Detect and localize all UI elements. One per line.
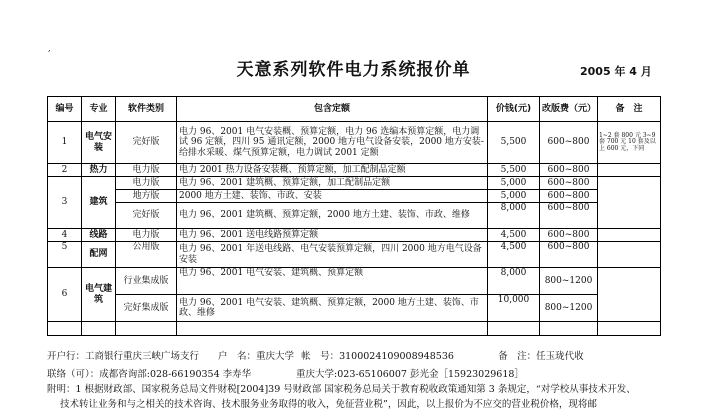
cell-no: 4 <box>48 229 82 242</box>
contact-chengdu: 联络（可）：成都咨询部:028-66190354 李寿华 <box>47 369 252 380</box>
cell-major: 电气建筑 <box>82 268 116 322</box>
cell-content: 电力 96、2001 建筑概、预算定额，2000 地方土建、装饰、市政、维修 <box>177 203 488 229</box>
cell-note-empty <box>598 268 661 322</box>
cell-upgrade: 600~800 <box>540 164 598 177</box>
account-number: 帐 号：3100024109008948536 <box>301 351 454 362</box>
cell-upgrade: 600~800 <box>540 242 598 268</box>
cell-empty <box>488 322 540 336</box>
table-row <box>48 164 661 177</box>
cell-no: 5 <box>48 242 82 268</box>
cell-upgrade: 600~800 <box>540 229 598 242</box>
cell-content: 电力 96、2001 电气安装、建筑概、预算定额，2000 地方土建、装饰、市政、维修 <box>177 295 488 322</box>
cell-category: 行业集成版 <box>116 268 177 295</box>
document-date: 2005 年 4 月 <box>580 65 652 78</box>
cell-empty <box>116 322 177 336</box>
cell-category: 完好版 <box>116 122 177 164</box>
cell-category: 电力版 <box>116 164 177 177</box>
cell-content: 电力 96、2001 建筑概、预算定额，加工配制品定额 <box>177 177 488 190</box>
account-holder: 户 名：重庆大学 <box>218 351 295 362</box>
cell-empty <box>48 322 82 336</box>
table-header-row <box>48 97 661 122</box>
cell-category: 电力版 <box>116 229 177 242</box>
cell-category: 公用版 <box>116 242 177 268</box>
table-row <box>48 229 661 242</box>
note-line-1: 附明：1 根据财政部、国家税务总局文件财税[2004]39 号财政部 国家税务总局关于教育税收政策通知第 3 条规定，“对学校从事技术开发、 <box>47 384 636 395</box>
cell-category: 电力版 <box>116 177 177 190</box>
cell-content: 电力 96、2001 年送电线路、电气安装预算定额，四川 2000 地方电气设备安装 <box>177 242 488 268</box>
cell-upgrade: 800~1200 <box>540 268 598 295</box>
cell-price: 4,500 <box>488 229 540 242</box>
cell-no: 1 <box>48 122 82 164</box>
cell-price: 5,500 <box>488 122 540 164</box>
cell-empty <box>177 322 488 336</box>
header-no: 编号 <box>48 97 82 122</box>
cell-no: 3 <box>48 177 82 229</box>
contact-chongqing: 重庆大学:023-65106007 彭光金［15923029618］ <box>296 369 524 380</box>
header-category: 软件类别 <box>116 97 177 122</box>
cell-content: 电力 96、2001 送电线路预算定额 <box>177 229 488 242</box>
document-title: 天意系列软件电力系统报价单 <box>236 60 471 80</box>
cell-price: 5,500 <box>488 164 540 177</box>
cell-price: 8,000 <box>488 203 540 229</box>
table-row <box>48 122 661 164</box>
contact-line <box>47 366 524 380</box>
cell-upgrade: 600~800 <box>540 190 598 203</box>
cell-price: 8,000 <box>488 268 540 295</box>
cell-content: 电力 2001 热力设备安装概、预算定额，加工配制品定额 <box>177 164 488 177</box>
cell-note-empty <box>598 164 661 177</box>
header-major: 专业 <box>82 97 116 122</box>
cell-empty <box>82 322 116 336</box>
cell-no: 6 <box>48 268 82 322</box>
table-row <box>48 190 661 203</box>
payment-note: 备 注：任玉珑代收 <box>498 351 584 362</box>
cell-category: 完好版 <box>116 203 177 229</box>
table-row <box>48 177 661 190</box>
table-row-empty <box>48 322 661 336</box>
cell-empty <box>598 322 661 336</box>
price-table <box>47 96 661 336</box>
cell-major: 配网 <box>82 242 116 268</box>
header-content: 包含定额 <box>177 97 488 122</box>
header-note: 备 注 <box>598 97 661 122</box>
cell-price: 10,000 <box>488 295 540 322</box>
cell-upgrade: 600~800 <box>540 122 598 164</box>
cell-category: 地方版 <box>116 190 177 203</box>
cell-major: 线路 <box>82 229 116 242</box>
cell-no: 2 <box>48 164 82 177</box>
cell-content: 电力 96、2001 电气安装概、预算定额，电力 96 选编本预算定额，电力调试 96 定额，四川 95 通讯定额，2000 地方电气设备安装，2000 地方安装-给排水采暖、煤气预算定额，电力调试 2001 定额 <box>177 122 488 164</box>
cell-major: 建筑 <box>82 177 116 229</box>
stray-mark: , <box>48 44 51 53</box>
cell-price: 5,000 <box>488 190 540 203</box>
cell-upgrade: 800~1200 <box>540 295 598 322</box>
table-row <box>48 242 661 268</box>
cell-category: 完好集成版 <box>116 295 177 322</box>
cell-price: 4,500 <box>488 242 540 268</box>
bank-name: 开户行：工商银行重庆三峡广场支行 <box>47 351 200 362</box>
cell-note-empty <box>598 229 661 242</box>
table-row <box>48 203 661 229</box>
bank-info-line <box>47 348 584 362</box>
cell-price: 5,000 <box>488 177 540 190</box>
cell-note: 1~2 套 800 元 3~9 套 700 元 10 套及以上 600 元，下同 <box>598 122 661 164</box>
cell-empty <box>540 322 598 336</box>
cell-upgrade: 600~800 <box>540 177 598 190</box>
header-price: 价钱(元) <box>488 97 540 122</box>
cell-content: 电力 96、2001 电气安装、建筑概、预算定额 <box>177 268 488 295</box>
cell-upgrade: 600~800 <box>540 203 598 229</box>
cell-major: 电气安装 <box>82 122 116 164</box>
cell-note-empty <box>598 177 661 229</box>
cell-major: 热力 <box>82 164 116 177</box>
table-row <box>48 268 661 295</box>
header-upgrade: 改版费（元） <box>540 97 598 122</box>
cell-content: 2000 地方土建、装饰、市政、安装 <box>177 190 488 203</box>
cell-note-empty <box>598 242 661 268</box>
table-row <box>48 295 661 322</box>
note-line-2: 技术转让业务和与之相关的技术咨询、技术服务业务取得的收入，免征营业税”，因此，以上报价为不应交的营业税价格，现将邮 <box>60 399 597 410</box>
